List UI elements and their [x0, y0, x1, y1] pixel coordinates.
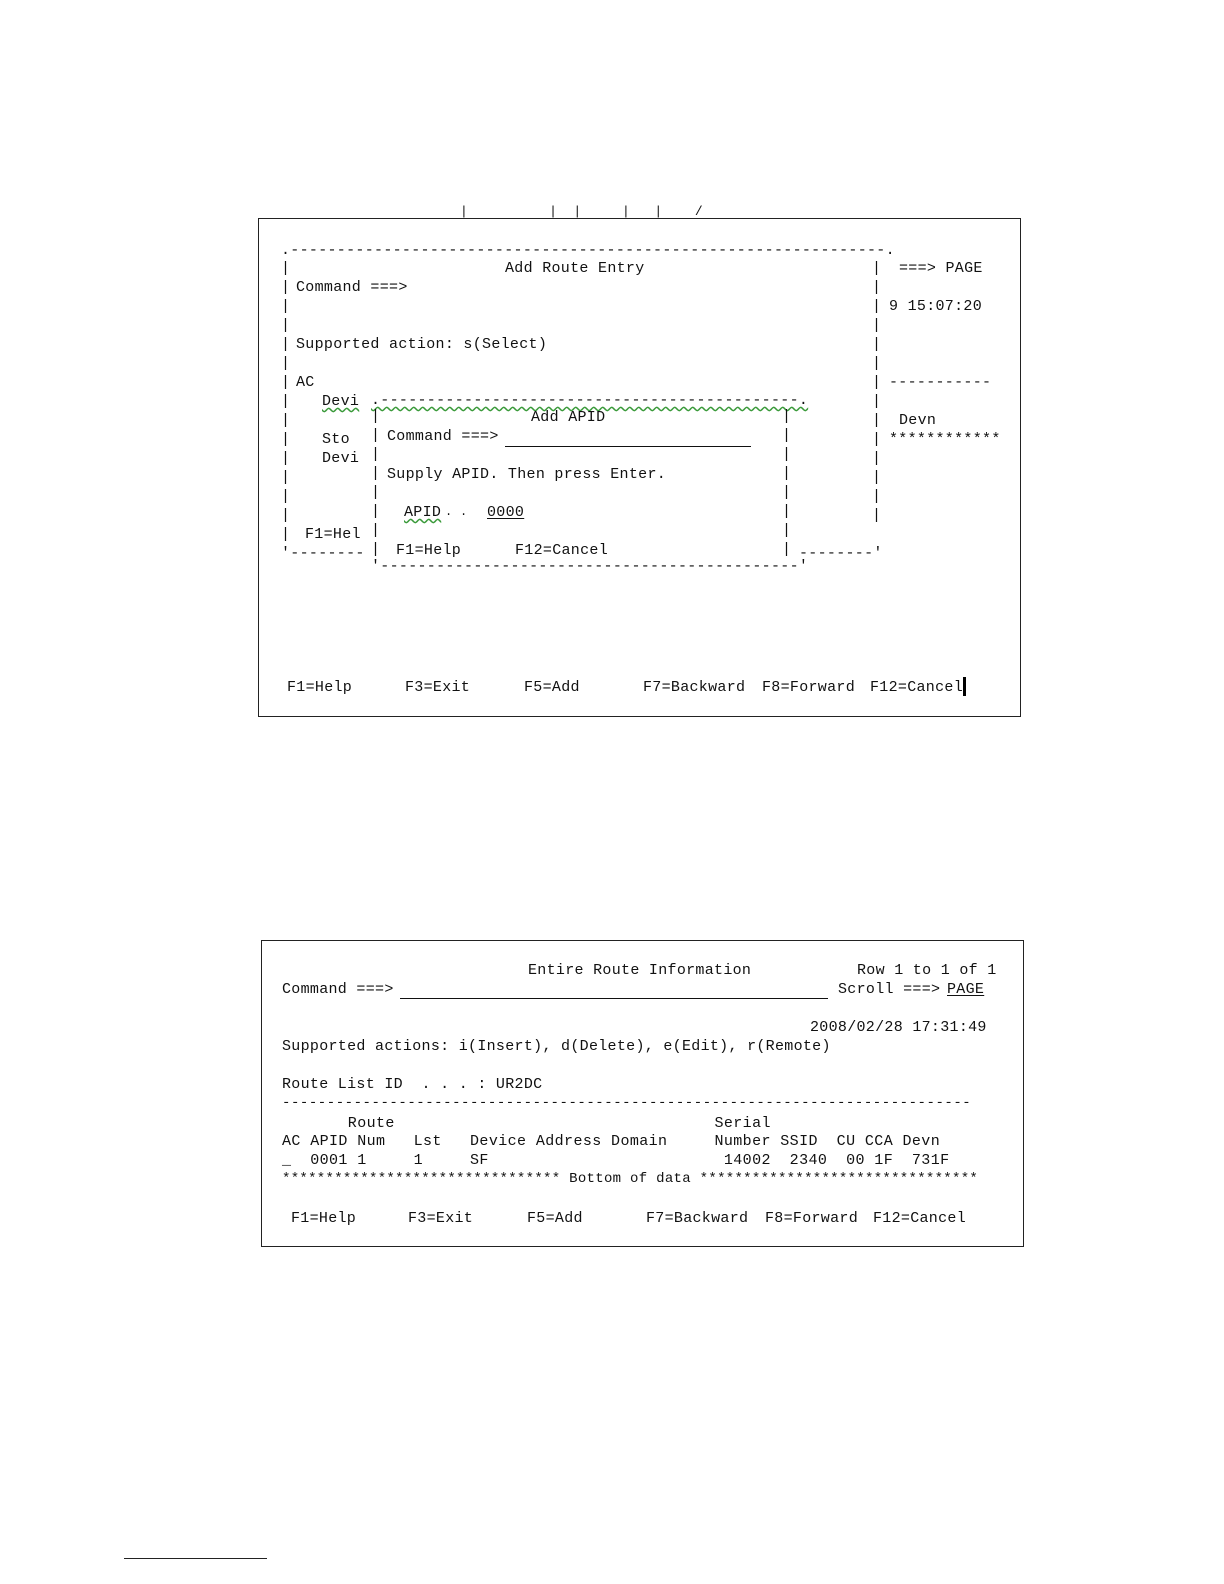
panel-left-border: | | | | | | | | | | | | | | |: [281, 260, 291, 543]
panel-title: Add Route Entry: [505, 260, 645, 277]
panel-border-top: .----------------------------------------------------------------.: [281, 242, 895, 259]
screen2-supported-actions: Supported actions: i(Insert), d(Delete), e(Edit), r(Remote): [282, 1038, 831, 1055]
dialog-instruction: Supply APID. Then press Enter.: [387, 466, 667, 483]
table-row[interactable]: _ 0001 1 1 SF 14002 2340 00 1F 731F: [282, 1152, 950, 1169]
add-apid-dialog: [371, 391, 809, 576]
timestamp: 2008/02/28 17:31:49: [810, 1019, 987, 1036]
screen2-fkey-f8-forward[interactable]: F8=Forward: [765, 1210, 859, 1227]
screen2-fkey-f5-add[interactable]: F5=Add: [527, 1210, 583, 1227]
screen2-fkey-f12-cancel[interactable]: F12=Cancel: [873, 1210, 967, 1227]
screen1-top-fragment: | | | | | /: [460, 205, 704, 218]
dialog-apid-dots: . .: [445, 505, 468, 519]
panel-right-border: | | | | | | | | | | | | | |: [872, 260, 882, 524]
screen2-fkey-f3-exit[interactable]: F3=Exit: [408, 1210, 474, 1227]
time-fragment: 9 15:07:20: [889, 298, 983, 315]
panel-command-label: Command ===>: [296, 279, 408, 296]
panel-devi2-label: Devi: [322, 450, 360, 467]
right-devn: Devn: [899, 412, 937, 429]
dialog-right-border: | | | | | | | |: [782, 408, 792, 558]
text-cursor: [963, 677, 966, 696]
scroll-label: Scroll ===>: [838, 981, 941, 998]
separator-line: -----------------------------------------------------------------------------: [282, 1095, 972, 1111]
dialog-border-top: .---------------------------------------------.: [371, 392, 809, 409]
screen2-command-label: Command ===>: [282, 981, 394, 998]
screen1-frame: [258, 218, 1021, 717]
panel-f1-help[interactable]: F1=Hel: [305, 526, 361, 543]
fkey-f8-forward[interactable]: F8=Forward: [762, 679, 856, 696]
table-header-2: AC APID Num Lst Device Address Domain Number SSID CU CCA Devn: [282, 1133, 941, 1150]
fkey-f5-add[interactable]: F5=Add: [524, 679, 580, 696]
route-list-id: Route List ID . . . : UR2DC: [282, 1076, 543, 1093]
screen2-fkey-f1-help[interactable]: F1=Help: [291, 1210, 357, 1227]
screen2-fkey-f7-backward[interactable]: F7=Backward: [646, 1210, 749, 1227]
screen2-frame: [261, 940, 1024, 1247]
scroll-indicator: ===> PAGE: [899, 260, 983, 277]
dialog-apid-label: APID: [404, 504, 442, 521]
screen2-title: Entire Route Information: [528, 962, 752, 979]
dialog-left-border: | | | | | | | |: [371, 408, 381, 558]
fkey-f12-cancel[interactable]: F12=Cancel: [870, 679, 964, 696]
panel-ac-label: AC: [296, 374, 315, 391]
apid-input[interactable]: 0000: [487, 504, 525, 521]
screen2-command-input[interactable]: [400, 998, 828, 999]
panel-border-bottom-right: --------': [799, 545, 883, 562]
dialog-f1-help[interactable]: F1=Help: [396, 542, 462, 559]
dialog-command-input[interactable]: [505, 446, 751, 447]
table-header-1: Route Serial: [282, 1115, 771, 1132]
right-dash: -----------: [889, 374, 992, 391]
scroll-value[interactable]: PAGE: [947, 981, 985, 998]
row-info: Row 1 to 1 of 1: [857, 962, 997, 979]
dialog-f12-cancel[interactable]: F12=Cancel: [515, 542, 609, 559]
right-stars: ************: [889, 431, 1001, 448]
panel-border-bottom-left: '--------: [281, 545, 365, 562]
dialog-command-label: Command ===>: [387, 428, 499, 445]
dialog-title: Add APID: [531, 409, 606, 426]
footnote-rule: [124, 1558, 267, 1559]
panel-sto-label: Sto: [322, 431, 350, 448]
panel-devi-label: Devi: [322, 393, 360, 410]
fkey-f3-exit[interactable]: F3=Exit: [405, 679, 471, 696]
panel-supported-action: Supported action: s(Select): [296, 336, 548, 353]
dialog-border-bottom: '---------------------------------------------': [371, 558, 809, 575]
bottom-of-data: ******************************** Bottom of data ********************************: [282, 1171, 979, 1187]
fkey-f7-backward[interactable]: F7=Backward: [643, 679, 746, 696]
fkey-f1-help[interactable]: F1=Help: [287, 679, 353, 696]
